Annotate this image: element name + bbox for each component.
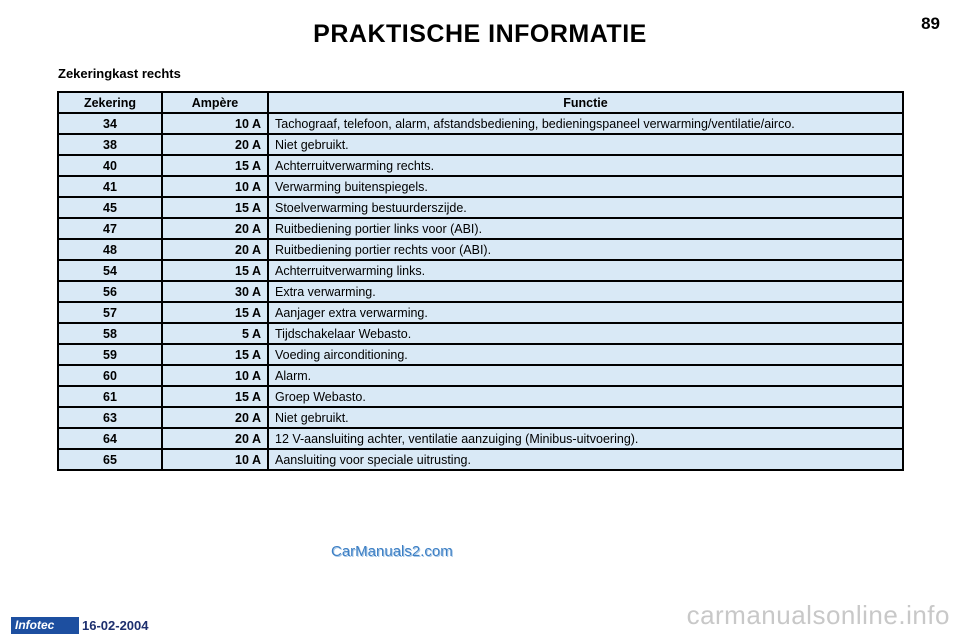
amperage-cell: 10 A — [162, 113, 268, 134]
table-row — [58, 386, 903, 407]
amperage-cell: 15 A — [162, 197, 268, 218]
table-row — [58, 218, 903, 239]
table-row — [58, 113, 903, 134]
function-cell: 12 V-aansluiting achter, ventilatie aanzuiging (Minibus-uitvoering). — [268, 428, 903, 449]
amperage-cell: 15 A — [162, 260, 268, 281]
function-cell: Niet gebruikt. — [268, 407, 903, 428]
fuse-number-cell: 65 — [58, 449, 162, 470]
fuse-number-cell: 57 — [58, 302, 162, 323]
function-cell: Voeding airconditioning. — [268, 344, 903, 365]
function-cell: Aanjager extra verwarming. — [268, 302, 903, 323]
function-cell: Extra verwarming. — [268, 281, 903, 302]
page-number: 89 — [921, 14, 940, 33]
function-cell: Verwarming buitenspiegels. — [268, 176, 903, 197]
table-row — [58, 449, 903, 470]
fuse-number-cell: 54 — [58, 260, 162, 281]
table-row — [58, 344, 903, 365]
table-row — [58, 323, 903, 344]
amperage-cell: 5 A — [162, 323, 268, 344]
function-cell: Stoelverwarming bestuurderszijde. — [268, 197, 903, 218]
column-header-zekering: Zekering — [58, 92, 162, 113]
fuse-number-cell: 60 — [58, 365, 162, 386]
amperage-cell: 20 A — [162, 218, 268, 239]
footer-date: 16-02-2004 — [82, 618, 149, 633]
section-title: Zekeringkast rechts — [58, 66, 181, 81]
amperage-cell: 10 A — [162, 365, 268, 386]
table-row — [58, 197, 903, 218]
function-cell: Groep Webasto. — [268, 386, 903, 407]
fuse-number-cell: 59 — [58, 344, 162, 365]
table-row — [58, 428, 903, 449]
fuse-table — [57, 91, 904, 471]
function-cell: Tachograaf, telefoon, alarm, afstandsbediening, bedieningspaneel verwarming/ventilatie/airco. — [268, 113, 903, 134]
fuse-number-cell: 64 — [58, 428, 162, 449]
amperage-cell: 20 A — [162, 407, 268, 428]
table-header-row — [58, 92, 903, 113]
amperage-cell: 10 A — [162, 449, 268, 470]
amperage-cell: 30 A — [162, 281, 268, 302]
amperage-cell: 20 A — [162, 428, 268, 449]
amperage-cell: 15 A — [162, 386, 268, 407]
function-cell: Ruitbediening portier rechts voor (ABI). — [268, 239, 903, 260]
column-header-functie: Functie — [268, 92, 903, 113]
watermark-text: CarManuals2.com — [331, 543, 453, 560]
amperage-cell: 20 A — [162, 239, 268, 260]
table-row — [58, 281, 903, 302]
fuse-number-cell: 40 — [58, 155, 162, 176]
fuse-number-cell: 48 — [58, 239, 162, 260]
table-row — [58, 176, 903, 197]
function-cell: Achterruitverwarming links. — [268, 260, 903, 281]
table-body — [58, 113, 903, 470]
amperage-cell: 15 A — [162, 344, 268, 365]
fuse-number-cell: 56 — [58, 281, 162, 302]
footer-site-watermark: carmanualsonline.info — [686, 600, 950, 630]
table-row — [58, 302, 903, 323]
function-cell: Alarm. — [268, 365, 903, 386]
fuse-number-cell: 47 — [58, 218, 162, 239]
table-row — [58, 239, 903, 260]
function-cell: Achterruitverwarming rechts. — [268, 155, 903, 176]
fuse-number-cell: 41 — [58, 176, 162, 197]
function-cell: Ruitbediening portier links voor (ABI). — [268, 218, 903, 239]
infotec-logo: Infotec — [11, 617, 79, 634]
amperage-cell: 15 A — [162, 302, 268, 323]
fuse-number-cell: 63 — [58, 407, 162, 428]
table-row — [58, 155, 903, 176]
fuse-number-cell: 38 — [58, 134, 162, 155]
table-row — [58, 134, 903, 155]
function-cell: Tijdschakelaar Webasto. — [268, 323, 903, 344]
amperage-cell: 10 A — [162, 176, 268, 197]
amperage-cell: 15 A — [162, 155, 268, 176]
table-row — [58, 365, 903, 386]
function-cell: Aansluiting voor speciale uitrusting. — [268, 449, 903, 470]
function-cell: Niet gebruikt. — [268, 134, 903, 155]
fuse-number-cell: 58 — [58, 323, 162, 344]
amperage-cell: 20 A — [162, 134, 268, 155]
fuse-number-cell: 45 — [58, 197, 162, 218]
fuse-number-cell: 34 — [58, 113, 162, 134]
page-title: PRAKTISCHE INFORMATIE — [313, 20, 647, 48]
fuse-number-cell: 61 — [58, 386, 162, 407]
table-row — [58, 260, 903, 281]
column-header-ampere: Ampère — [162, 92, 268, 113]
table-row — [58, 407, 903, 428]
